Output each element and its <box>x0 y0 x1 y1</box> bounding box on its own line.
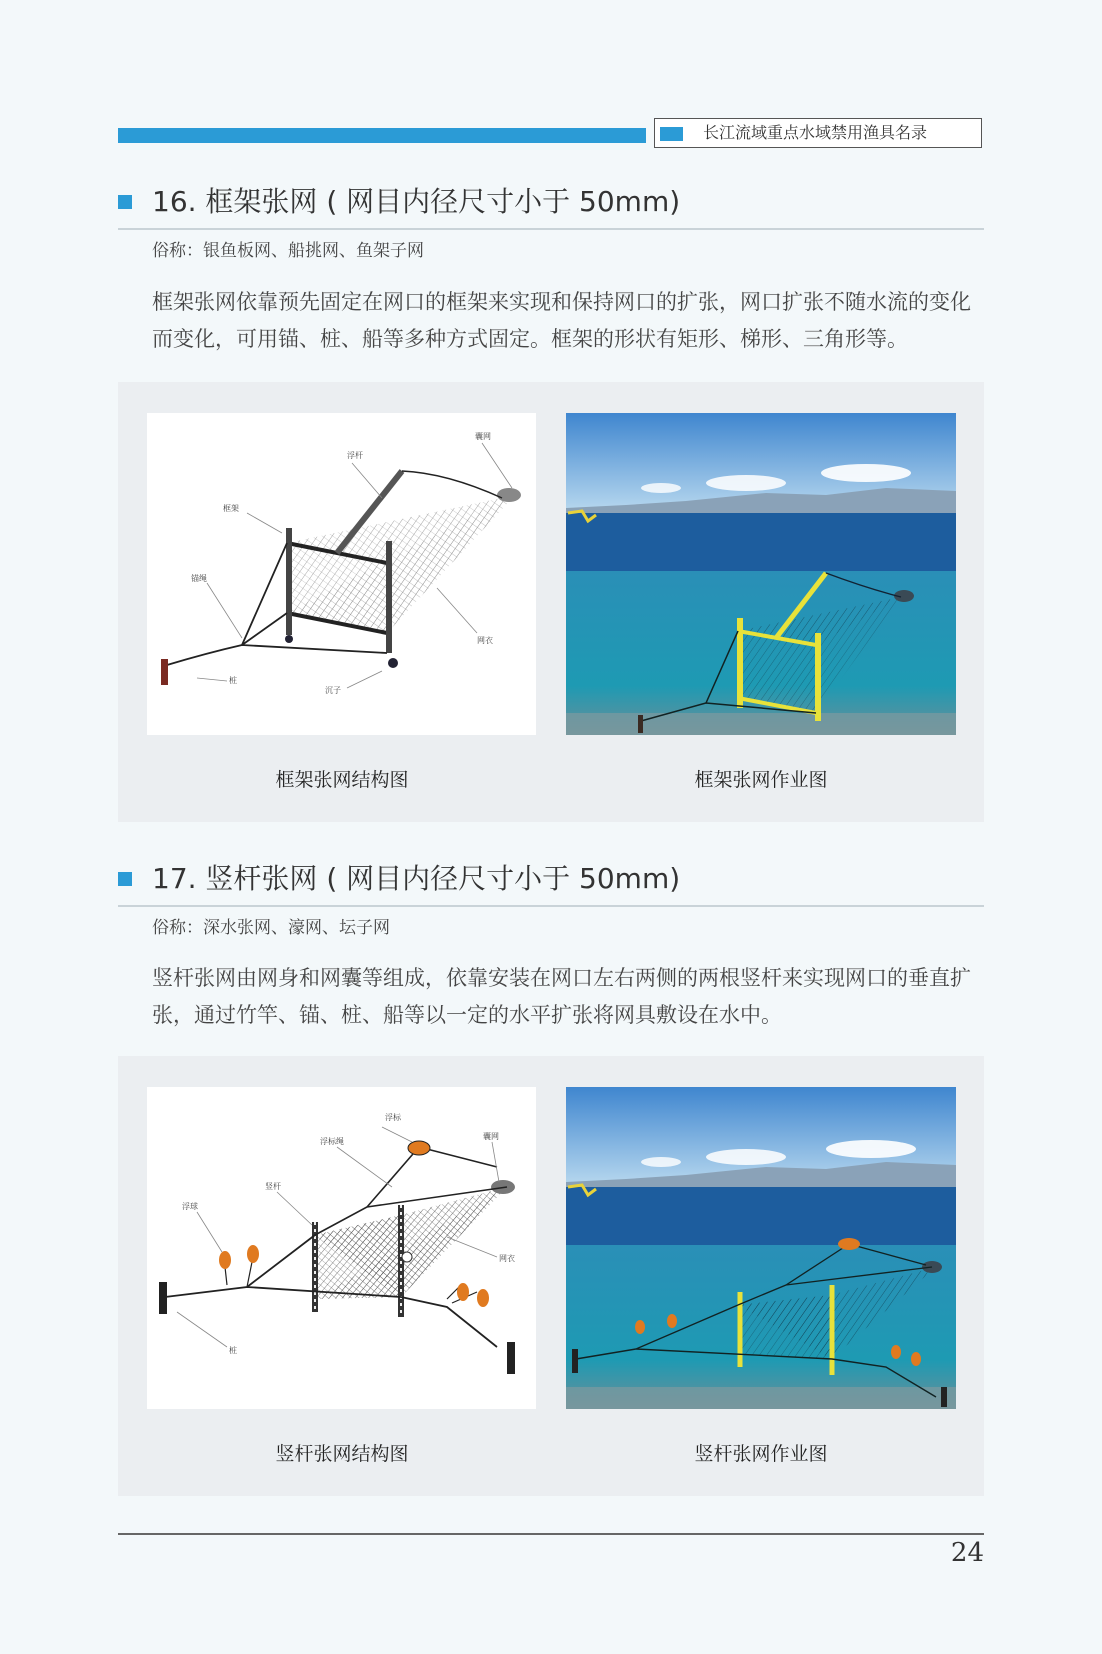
frame-net-operation-illustration <box>566 413 956 735</box>
section-17-alias: 俗称：深水张网、濠网、坛子网 <box>152 918 390 938</box>
label-frame: 框架 <box>223 504 239 513</box>
page-number: 24 <box>950 1538 984 1568</box>
label-float-pole: 浮杆 <box>347 451 363 460</box>
frame-net-structure-diagram <box>147 413 536 735</box>
section-16-title: 16. 框架张网 ( 网目内径尺寸小于 50mm) <box>152 185 681 218</box>
label-anchor-rope: 锚绳 <box>191 574 207 583</box>
header-tag-square <box>660 127 683 141</box>
section-16-caption-structure: 框架张网结构图 <box>275 769 409 791</box>
label-netting: 网衣 <box>477 636 493 645</box>
section-17-caption-operation: 竖杆张网作业图 <box>694 1443 828 1465</box>
header-accent-bar <box>118 128 646 143</box>
label-buoy-line: 浮标绳 <box>320 1137 344 1146</box>
section-17-title: 17. 竖杆张网 ( 网目内径尺寸小于 50mm) <box>152 862 681 895</box>
label-sinker: 沉子 <box>325 686 341 695</box>
section-17-caption-structure: 竖杆张网结构图 <box>275 1443 409 1465</box>
vertical-pole-net-operation-illustration <box>566 1087 956 1409</box>
section-16-rule <box>118 228 984 230</box>
section-16-alias: 俗称：银鱼板网、船挑网、鱼架子网 <box>152 241 424 261</box>
label-cod-end: 囊网 <box>475 432 491 441</box>
label-float-buoy: 浮标 <box>385 1113 401 1122</box>
section-16-caption-operation: 框架张网作业图 <box>694 769 828 791</box>
header-tag-text: 长江流域重点水域禁用渔具名录 <box>703 123 928 142</box>
label-netting-2: 网衣 <box>499 1254 515 1263</box>
section-17-rule <box>118 905 984 907</box>
label-cod-end-2: 囊网 <box>483 1132 499 1141</box>
label-stake: 桩 <box>229 676 237 685</box>
label-float-ball: 浮球 <box>182 1202 198 1211</box>
label-vertical-pole: 竖杆 <box>265 1182 281 1191</box>
vertical-pole-net-structure-diagram <box>147 1087 536 1409</box>
label-stake-2: 桩 <box>229 1346 237 1355</box>
section-16-description: 框架张网依靠预先固定在网口的框架来实现和保持网口的扩张，网口扩张不随水流的变化而变化，可用锚、桩、船等多种方式固定。框架的形状有矩形、梯形、三角形等。 <box>152 290 971 351</box>
section-17-description: 竖杆张网由网身和网囊等组成，依靠安装在网口左右两侧的两根竖杆来实现网口的垂直扩张，通过竹竿、锚、桩、船等以一定的水平扩张将网具敷设在水中。 <box>152 966 971 1027</box>
section-17-marker <box>118 872 132 886</box>
section-16-marker <box>118 195 132 209</box>
footer-rule <box>118 1533 984 1535</box>
